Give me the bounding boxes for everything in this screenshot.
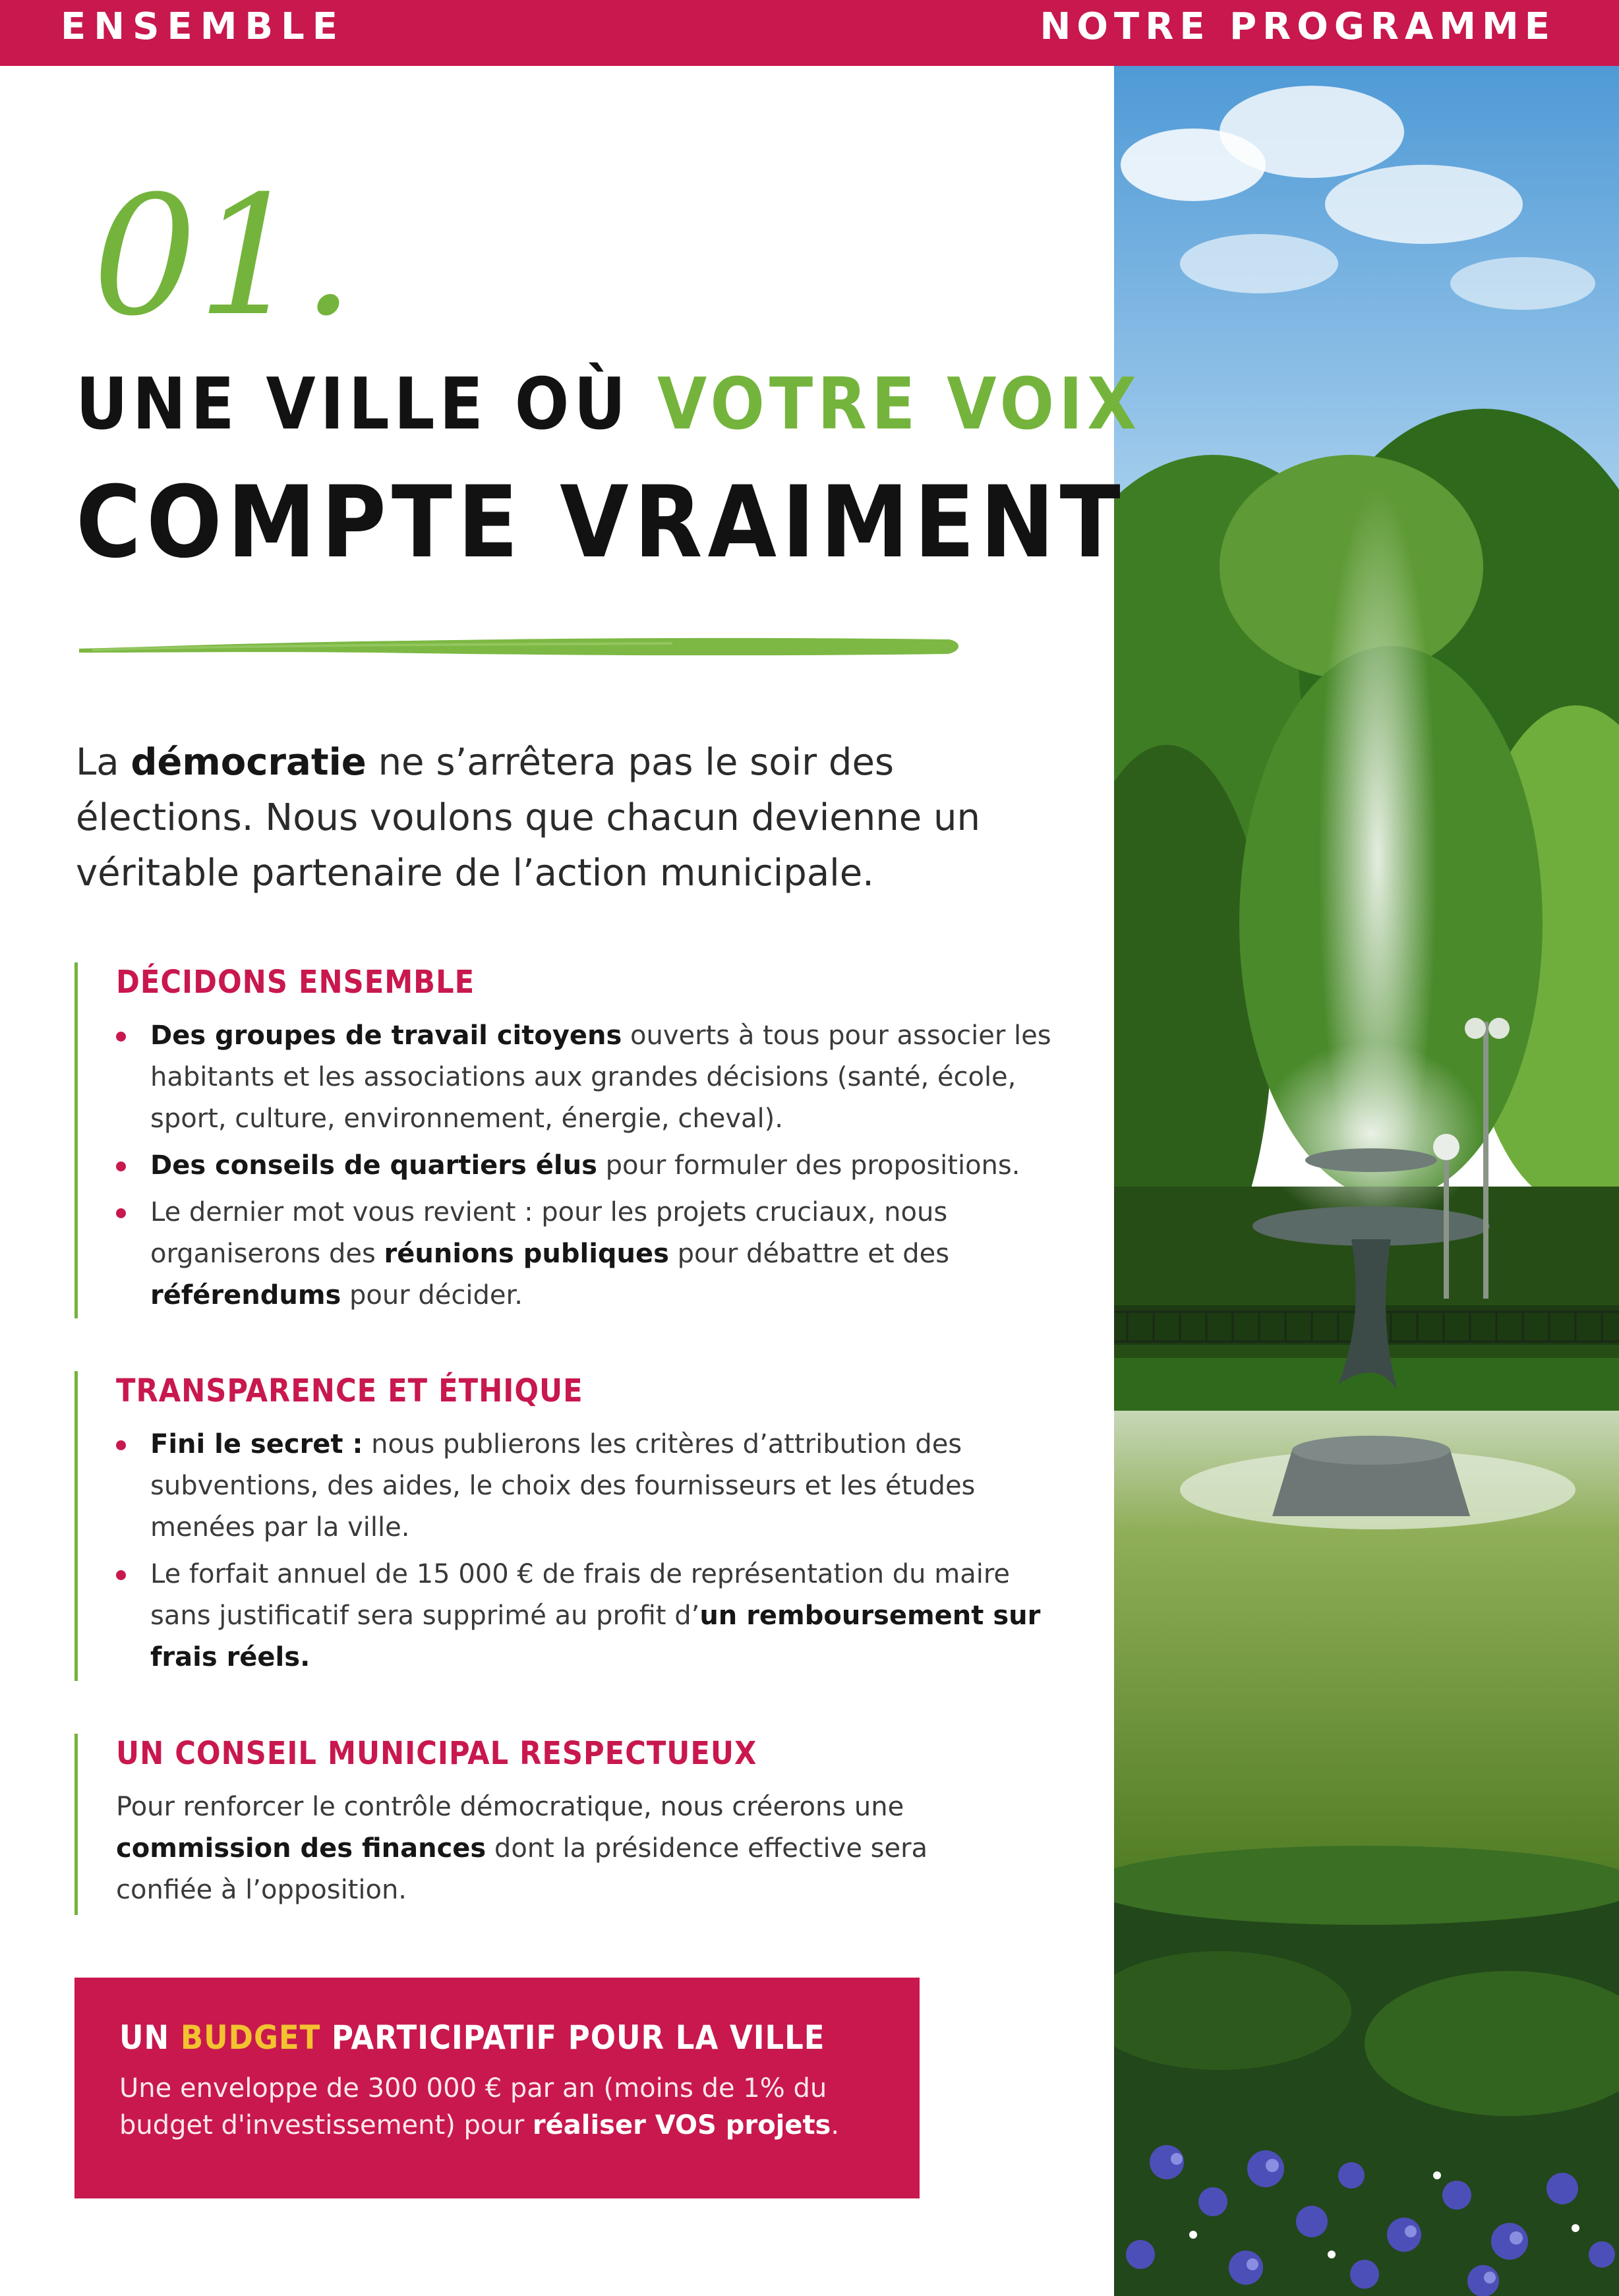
list-item	[116, 1192, 1052, 1316]
budget-title-highlight: BUDGET	[180, 2018, 321, 2057]
item-bold: un remboursement sur frais réels.	[150, 1601, 1041, 1672]
section-title: DÉCIDONS ENSEMBLE	[116, 964, 475, 1001]
section-title: TRANSPARENCE ET ÉTHIQUE	[116, 1372, 583, 1409]
chapter-number	[92, 135, 369, 336]
item-bold: référendums	[150, 1280, 341, 1310]
item-bold: réunions publiques	[384, 1239, 669, 1269]
item-text: pour décider.	[341, 1280, 523, 1310]
headline-highlight: VOTRE VOIX	[657, 363, 1142, 446]
intro-before: La	[76, 741, 131, 784]
item-text: pour débattre et des	[668, 1239, 950, 1269]
page-headline	[76, 363, 1142, 580]
item-bold: Des groupes de travail citoyens	[150, 1020, 622, 1051]
item-text: pour formuler des propositions.	[597, 1150, 1020, 1181]
list-item	[116, 1145, 1052, 1187]
brand-logo: ENSEMBLE	[61, 5, 346, 48]
brush-stroke-divider	[79, 626, 962, 666]
fountain-photo	[1114, 66, 1619, 2296]
section-decidons-ensemble	[74, 962, 1052, 1318]
section-label: NOTRE PROGRAMME	[1040, 5, 1556, 48]
chapter-number-text: 01.	[92, 160, 355, 333]
bullet-dot-icon	[116, 1440, 126, 1450]
budget-title	[119, 2018, 875, 2057]
headline-line-1	[76, 363, 1142, 446]
bullet-dot-icon	[116, 1162, 126, 1171]
intro-after: ne s’arrêtera pas le soir des élections. Nous voulons que chacun devienne un véritable partenaire de l’action municipale.	[76, 741, 980, 895]
headline-line-1-start: UNE VILLE OÙ	[76, 363, 658, 446]
item-text: Le forfait annuel de 15 000 € de frais de représentation du maire sans justificatif sera supprimé au profit d’	[150, 1559, 1011, 1631]
section-transparence-ethique	[74, 1371, 1052, 1681]
bullet-dot-icon	[116, 1208, 126, 1218]
bullet-dot-icon	[116, 1032, 126, 1042]
budget-text-body: Une enveloppe de 300 000 € par an (moins de 1% du budget d'investissement) pour	[119, 2073, 827, 2140]
item-text: nous publierons les critères d’attribution des subventions, des aides, le choix des fournisseurs et les études menées par la ville.	[150, 1429, 976, 1543]
section-paragraph	[116, 1786, 1026, 1911]
budget-title-start: UN	[119, 2018, 181, 2057]
intro-paragraph	[76, 735, 1051, 901]
item-bold: Fini le secret :	[150, 1429, 363, 1459]
section-conseil-municipal	[74, 1734, 1026, 1915]
headline-line-2: COMPTE VRAIMENT	[76, 465, 1126, 580]
item-bold: Des conseils de quartiers élus	[150, 1150, 597, 1181]
list-item	[116, 1424, 1052, 1548]
budget-text	[119, 2070, 875, 2144]
paragraph-text: Pour renforcer le contrôle démocratique, nous créerons une	[116, 1792, 904, 1822]
top-banner	[0, 0, 1619, 66]
section-title: UN CONSEIL MUNICIPAL RESPECTUEUX	[116, 1735, 757, 1772]
bullet-dot-icon	[116, 1570, 126, 1580]
budget-callout-box	[74, 1978, 920, 2198]
bullet-list	[116, 1015, 1052, 1316]
budget-title-end: PARTICIPATIF POUR LA VILLE	[320, 2018, 825, 2057]
paragraph-text: dont la présidence effective sera confiée à l’opposition.	[116, 1833, 928, 1905]
bullet-list	[116, 1424, 1052, 1678]
intro-bold: démocratie	[131, 741, 367, 784]
item-text: ouverts à tous pour associer les habitants et les associations aux grandes décisions (santé, école, sport, culture, environnement, énergie, cheval).	[150, 1020, 1051, 1134]
item-text: Le dernier mot vous revient : pour les projets cruciaux, nous organiserons des	[150, 1197, 948, 1269]
budget-text-bold: réaliser VOS projets	[532, 2110, 831, 2140]
budget-text-end: .	[831, 2110, 840, 2140]
list-item	[116, 1015, 1052, 1140]
paragraph-bold: commission des finances	[116, 1833, 486, 1864]
list-item	[116, 1554, 1052, 1678]
